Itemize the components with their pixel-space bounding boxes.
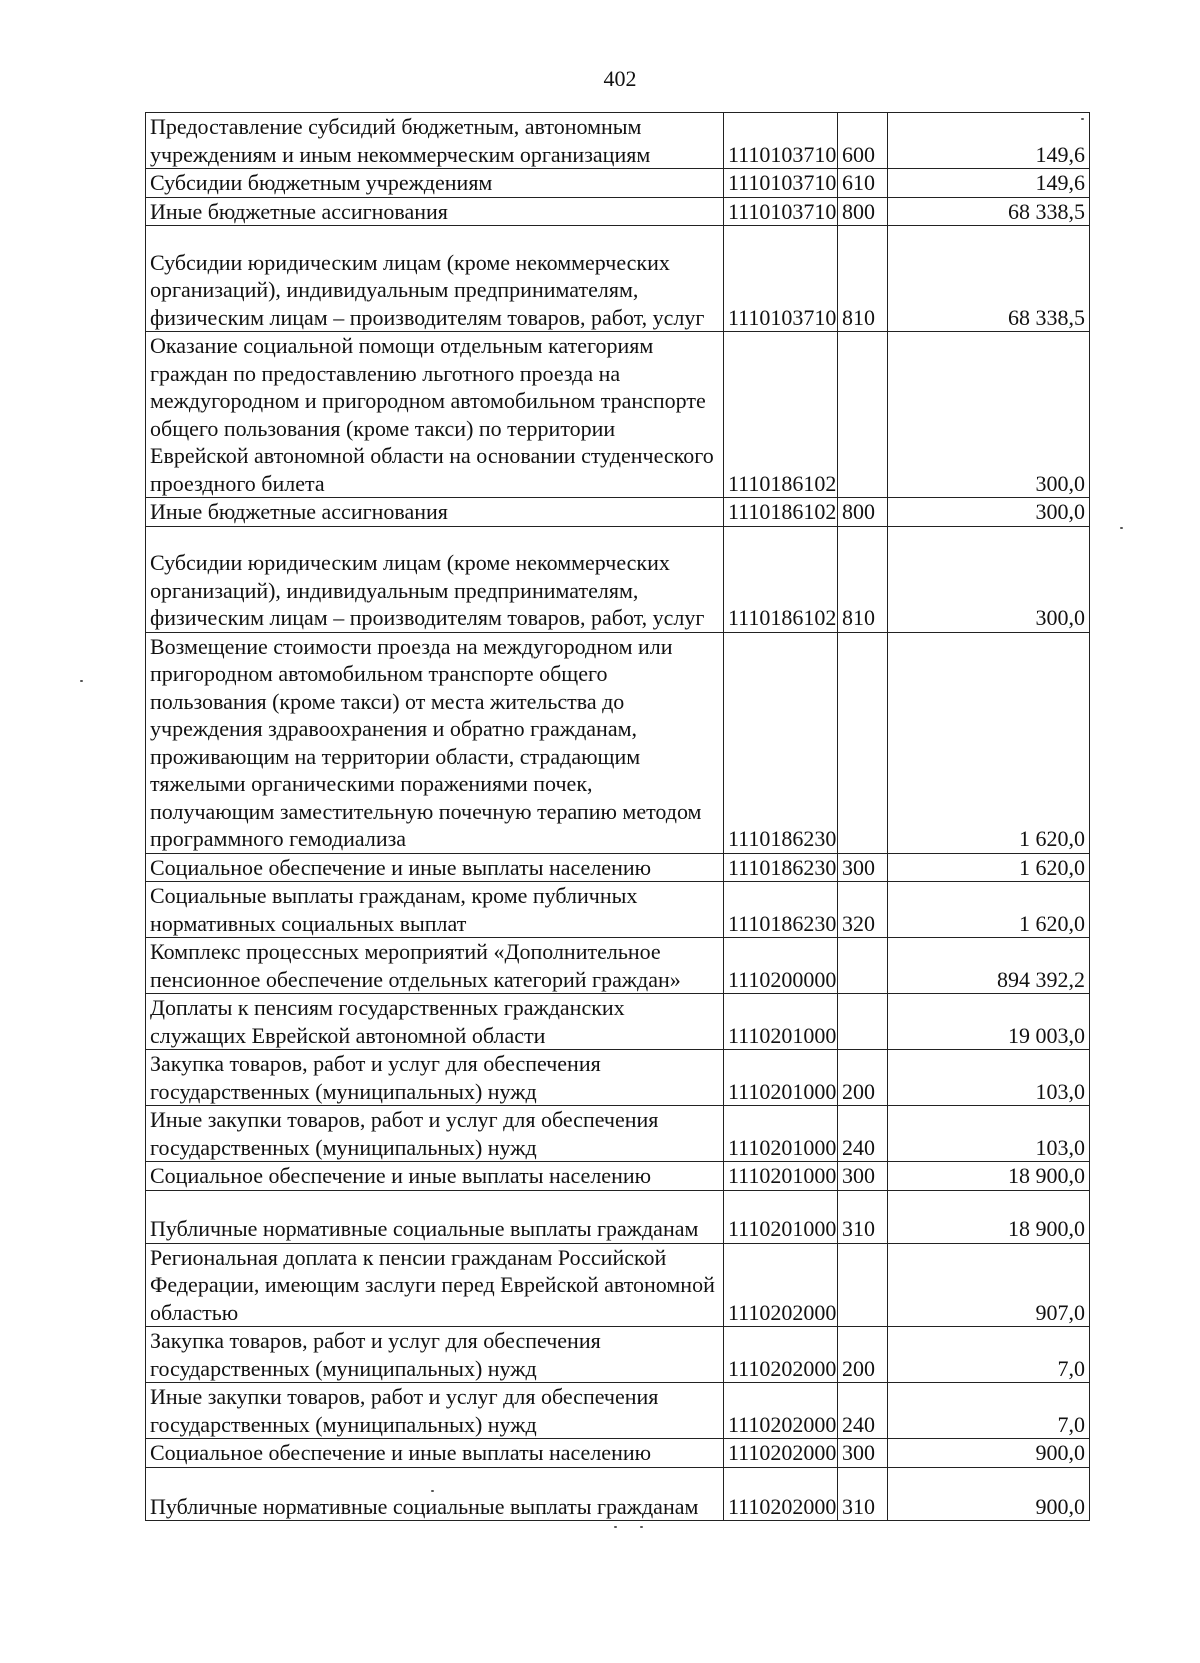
row-type: 200 xyxy=(838,1050,888,1106)
row-name: Социальное обеспечение и иные выплаты населению xyxy=(146,853,724,882)
row-amount: 149,6 xyxy=(888,169,1090,198)
row-code: 1110186230 xyxy=(724,882,838,938)
row-amount: 900,0 xyxy=(888,1439,1090,1468)
row-name: Иные закупки товаров, работ и услуг для обеспечения государственных (муниципальных) нужд xyxy=(146,1383,724,1439)
row-name: Публичные нормативные социальные выплаты гражданам xyxy=(146,1190,724,1243)
row-type: 600 xyxy=(838,113,888,169)
row-amount: 300,0 xyxy=(888,526,1090,632)
table-row xyxy=(146,882,1090,938)
table-row xyxy=(146,632,1090,853)
table-row xyxy=(146,938,1090,994)
scan-speck xyxy=(1081,118,1084,120)
row-amount: 300,0 xyxy=(888,498,1090,527)
row-type: 300 xyxy=(838,853,888,882)
row-amount: 68 338,5 xyxy=(888,226,1090,332)
row-amount: 68 338,5 xyxy=(888,197,1090,226)
row-type: 300 xyxy=(838,1162,888,1191)
scan-speck xyxy=(1120,527,1123,529)
row-name: Комплекс процессных мероприятий «Дополнительное пенсионное обеспечение отдельных категорий граждан» xyxy=(146,938,724,994)
scan-speck xyxy=(640,1526,643,1528)
table-row xyxy=(146,1190,1090,1243)
row-name: Закупка товаров, работ и услуг для обеспечения государственных (муниципальных) нужд xyxy=(146,1327,724,1383)
table-row xyxy=(146,853,1090,882)
table-row xyxy=(146,113,1090,169)
row-code: 1110103710 xyxy=(724,226,838,332)
row-amount: 7,0 xyxy=(888,1383,1090,1439)
row-name: Иные бюджетные ассигнования xyxy=(146,498,724,527)
row-amount: 18 900,0 xyxy=(888,1190,1090,1243)
row-amount: 103,0 xyxy=(888,1106,1090,1162)
row-code: 1110186102 xyxy=(724,526,838,632)
row-amount: 900,0 xyxy=(888,1467,1090,1520)
scan-speck xyxy=(614,1526,617,1528)
row-type xyxy=(838,632,888,853)
row-code: 1110103710 xyxy=(724,197,838,226)
table-row xyxy=(146,332,1090,498)
row-code: 1110201000 xyxy=(724,1106,838,1162)
row-type: 240 xyxy=(838,1383,888,1439)
table-row xyxy=(146,498,1090,527)
table-row xyxy=(146,169,1090,198)
table-row xyxy=(146,994,1090,1050)
row-code: 1110201000 xyxy=(724,1050,838,1106)
table-row xyxy=(146,1383,1090,1439)
row-amount: 19 003,0 xyxy=(888,994,1090,1050)
row-amount: 7,0 xyxy=(888,1327,1090,1383)
row-code: 1110201000 xyxy=(724,1190,838,1243)
row-name: Предоставление субсидий бюджетным, автономным учреждениям и иным некоммерческим организациям xyxy=(146,113,724,169)
row-code: 1110202000 xyxy=(724,1439,838,1468)
row-type: 800 xyxy=(838,197,888,226)
row-type: 300 xyxy=(838,1439,888,1468)
row-code: 1110186230 xyxy=(724,853,838,882)
row-type: 320 xyxy=(838,882,888,938)
row-code: 1110201000 xyxy=(724,994,838,1050)
row-name: Возмещение стоимости проезда на междугородном или пригородном автомобильном транспорте общего пользования (кроме такси) от места жительства до учреждения здравоохранения и обратно гражданам, проживающим на территории области, страдающим тяжелыми органическими поражениями почек, получающим заместительную почечную терапию методом программного гемодиализа xyxy=(146,632,724,853)
row-type: 240 xyxy=(838,1106,888,1162)
row-name: Доплаты к пенсиям государственных гражданских служащих Еврейской автономной области xyxy=(146,994,724,1050)
row-code: 1110186102 xyxy=(724,332,838,498)
row-type: 200 xyxy=(838,1327,888,1383)
row-amount: 1 620,0 xyxy=(888,632,1090,853)
row-name: Субсидии юридическим лицам (кроме некоммерческих организаций), индивидуальным предпринимателям, физическим лицам – производителям товаров, работ, услуг xyxy=(146,526,724,632)
row-code: 1110201000 xyxy=(724,1162,838,1191)
row-name: Социальные выплаты гражданам, кроме публичных нормативных социальных выплат xyxy=(146,882,724,938)
row-type xyxy=(838,938,888,994)
row-amount: 18 900,0 xyxy=(888,1162,1090,1191)
row-name: Закупка товаров, работ и услуг для обеспечения государственных (муниципальных) нужд xyxy=(146,1050,724,1106)
row-type xyxy=(838,332,888,498)
table-row xyxy=(146,1243,1090,1327)
row-type: 610 xyxy=(838,169,888,198)
row-code: 1110103710 xyxy=(724,169,838,198)
row-amount: 1 620,0 xyxy=(888,882,1090,938)
scan-speck xyxy=(431,1490,434,1492)
row-code: 1110200000 xyxy=(724,938,838,994)
row-name: Социальное обеспечение и иные выплаты населению xyxy=(146,1162,724,1191)
row-code: 1110186102 xyxy=(724,498,838,527)
row-type xyxy=(838,994,888,1050)
row-amount: 149,6 xyxy=(888,113,1090,169)
row-name: Иные закупки товаров, работ и услуг для обеспечения государственных (муниципальных) нужд xyxy=(146,1106,724,1162)
row-code: 1110202000 xyxy=(724,1327,838,1383)
row-code: 1110202000 xyxy=(724,1467,838,1520)
row-code: 1110103710 xyxy=(724,113,838,169)
row-name: Субсидии бюджетным учреждениям xyxy=(146,169,724,198)
row-type xyxy=(838,1243,888,1327)
table-row xyxy=(146,1162,1090,1191)
table-row xyxy=(146,1439,1090,1468)
table-row xyxy=(146,226,1090,332)
row-amount: 907,0 xyxy=(888,1243,1090,1327)
row-name: Публичные нормативные социальные выплаты гражданам xyxy=(146,1467,724,1520)
table-row xyxy=(146,197,1090,226)
row-name: Субсидии юридическим лицам (кроме некоммерческих организаций), индивидуальным предпринимателям, физическим лицам – производителям товаров, работ, услуг xyxy=(146,226,724,332)
budget-table xyxy=(145,112,1090,1521)
row-code: 1110186230 xyxy=(724,632,838,853)
row-amount: 1 620,0 xyxy=(888,853,1090,882)
table-row xyxy=(146,1106,1090,1162)
table-row xyxy=(146,1050,1090,1106)
row-amount: 300,0 xyxy=(888,332,1090,498)
row-code: 1110202000 xyxy=(724,1243,838,1327)
page-number: 402 xyxy=(603,66,637,91)
row-code: 1110202000 xyxy=(724,1383,838,1439)
row-amount: 894 392,2 xyxy=(888,938,1090,994)
table-row xyxy=(146,1327,1090,1383)
table-row xyxy=(146,1467,1090,1520)
row-type: 310 xyxy=(838,1467,888,1520)
scan-speck xyxy=(80,680,83,682)
table-row xyxy=(146,526,1090,632)
row-type: 810 xyxy=(838,226,888,332)
row-amount: 103,0 xyxy=(888,1050,1090,1106)
row-name: Социальное обеспечение и иные выплаты населению xyxy=(146,1439,724,1468)
budget-table-body xyxy=(146,113,1090,1521)
row-name: Региональная доплата к пенсии гражданам Российской Федерации, имеющим заслуги перед Еврейской автономной областью xyxy=(146,1243,724,1327)
row-name: Оказание социальной помощи отдельным категориям граждан по предоставлению льготного проезда на междугородном и пригородном автомобильном транспорте общего пользования (кроме такси) по территории Еврейской автономной области на основании студенческого проездного билета xyxy=(146,332,724,498)
row-type: 810 xyxy=(838,526,888,632)
row-type: 310 xyxy=(838,1190,888,1243)
row-type: 800 xyxy=(838,498,888,527)
row-name: Иные бюджетные ассигнования xyxy=(146,197,724,226)
